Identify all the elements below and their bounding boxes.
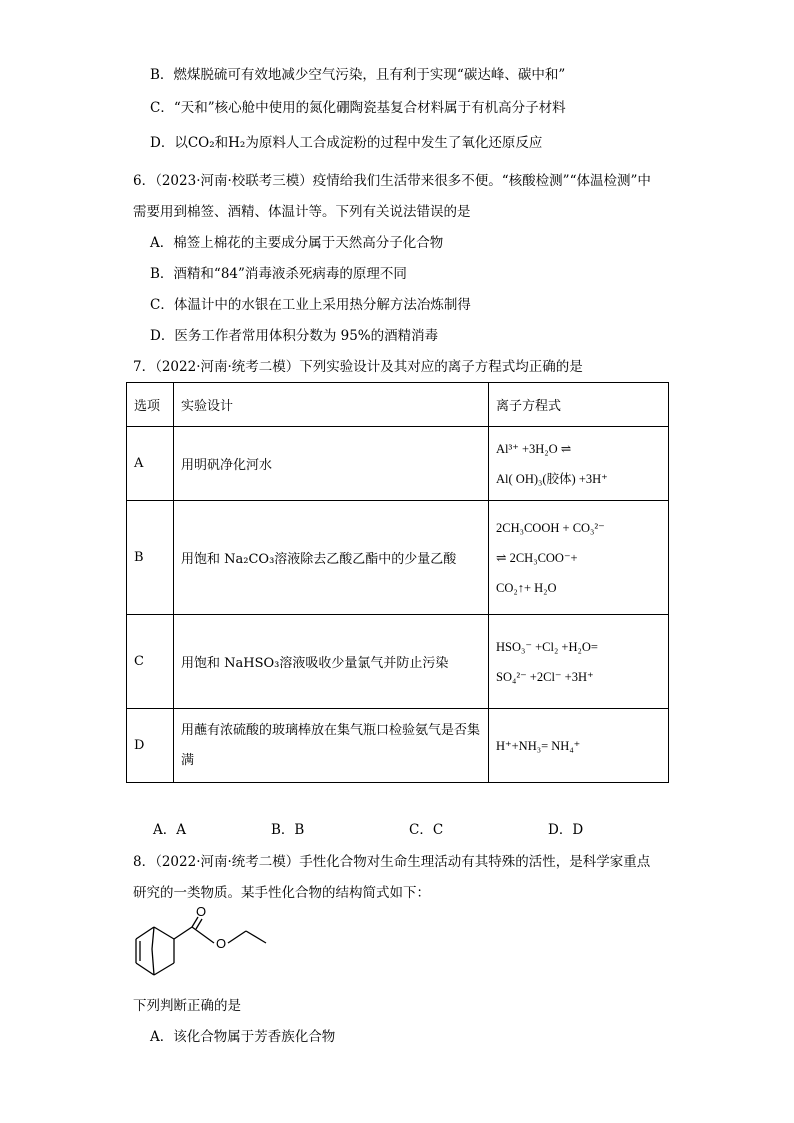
row-b-equation — [489, 501, 669, 615]
ester-oxygen-label: O — [216, 936, 227, 951]
experiment-table — [126, 382, 669, 783]
row-c-eq-line2: SO₄²⁻ +2Cl⁻ +3H⁺ — [496, 669, 594, 684]
row-d-equation: H⁺+NH₃= NH₄⁺ — [489, 709, 669, 783]
table-row — [127, 709, 669, 783]
row-a-eq-line2: Al( OH)₃(胶体) +3H⁺ — [496, 471, 608, 486]
q5-option-c: C．“天和”核心舱中使用的氮化硼陶瓷基复合材料属于有机高分子材料 — [150, 100, 566, 116]
q7-answer-d: D．D — [548, 822, 584, 838]
q5-option-b: B．燃煤脱硫可有效地减少空气污染，且有利于实现“碳达峰、碳中和” — [150, 67, 566, 83]
q6-option-b: B．酒精和“84”消毒液杀死病毒的原理不同 — [150, 266, 407, 282]
table-row — [127, 427, 669, 501]
row-a-eq-line1: Al³⁺ +3H₂O ⇌ — [496, 441, 572, 456]
header-design: 实验设计 — [174, 383, 489, 427]
q5-option-d: D．以CO₂和H₂为原料人工合成淀粉的过程中发生了氧化还原反应 — [150, 135, 543, 151]
table-row — [127, 615, 669, 709]
row-a-equation — [489, 427, 669, 501]
row-d-design — [174, 709, 489, 783]
row-a-option: A — [127, 427, 174, 501]
q8-stem-line1: 8．（2022·河南·统考二模）手性化合物对生命生理活动有其特殊的活性，是科学家重点 — [133, 854, 651, 870]
row-d-design-line2: 满 — [181, 752, 195, 768]
row-b-design: 用饱和 Na₂CO₃溶液除去乙酸乙酯中的少量乙酸 — [174, 501, 489, 615]
chiral-compound-structure — [128, 905, 278, 985]
row-c-eq-line1: HSO₃⁻ +Cl₂ +H₂O= — [496, 639, 598, 654]
q8-stem-line2: 研究的一类物质。某手性化合物的结构简式如下： — [133, 885, 430, 901]
row-d-design-line1: 用蘸有浓硫酸的玻璃棒放在集气瓶口检验氨气是否集 — [181, 722, 481, 738]
table-row — [127, 501, 669, 615]
row-b-eq-line3: CO₂↑+ H₂O — [496, 580, 557, 595]
row-b-eq-line2: ⇌ 2CH₃COO⁻+ — [496, 550, 578, 565]
table-header-row — [127, 383, 669, 427]
q8-option-a: A．该化合物属于芳香族化合物 — [150, 1029, 336, 1045]
header-equation: 离子方程式 — [489, 383, 669, 427]
row-b-option: B — [127, 501, 174, 615]
carbonyl-oxygen-label: O — [196, 905, 207, 919]
q8-judge-prompt: 下列判断正确的是 — [133, 998, 241, 1014]
q6-stem-line1: 6．（2023·河南·校联考三模）疫情给我们生活带来很多不便。“核酸检测”“体温检测”中 — [133, 173, 651, 189]
q6-option-d: D．医务工作者常用体积分数为 95%的酒精消毒 — [150, 328, 439, 344]
row-d-option: D — [127, 709, 174, 783]
q6-option-c: C．体温计中的水银在工业上采用热分解方法冶炼制得 — [150, 297, 471, 313]
q6-stem-line2: 需要用到棉签、酒精、体温计等。下列有关说法错误的是 — [133, 204, 471, 220]
q7-answer-c: C．C — [409, 822, 444, 838]
q6-option-a: A．棉签上棉花的主要成分属于天然高分子化合物 — [150, 235, 444, 251]
row-c-option: C — [127, 615, 174, 709]
header-option: 选项 — [127, 383, 174, 427]
row-a-design: 用明矾净化河水 — [174, 427, 489, 501]
q7-answer-a: A．A — [153, 822, 186, 838]
q7-stem: 7．（2022·河南·统考二模）下列实验设计及其对应的离子方程式均正确的是 — [133, 359, 583, 375]
row-c-equation — [489, 615, 669, 709]
q7-answer-b: B．B — [271, 822, 305, 838]
row-c-design: 用饱和 NaHSO₃溶液吸收少量氯气并防止污染 — [174, 615, 489, 709]
row-b-eq-line1: 2CH₃COOH + CO₃²⁻ — [496, 520, 605, 535]
